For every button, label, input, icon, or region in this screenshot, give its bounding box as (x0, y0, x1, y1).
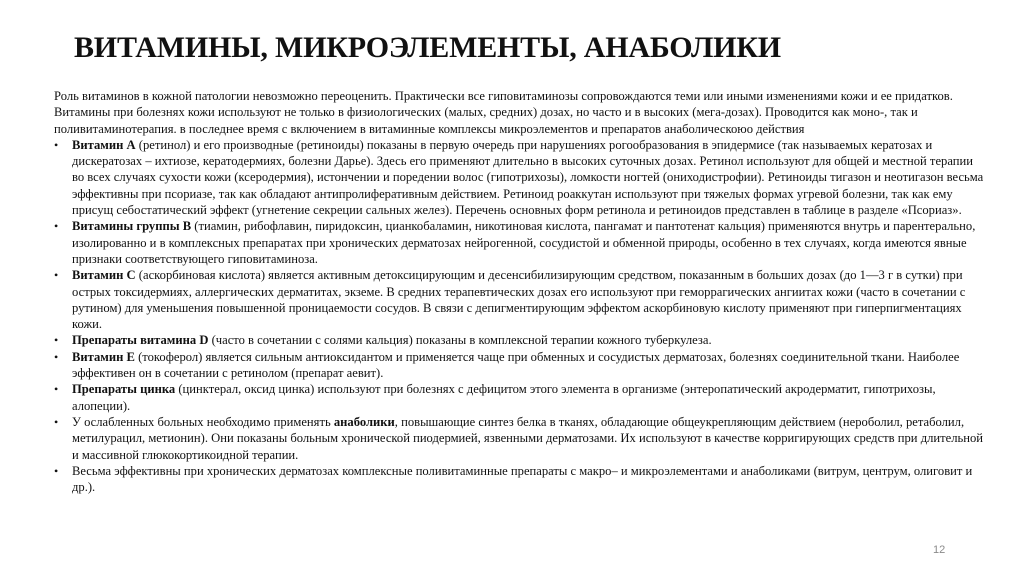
intro-paragraph: Роль витаминов в кожной патологии невозможно переоценить. Практически все гиповитаминозы сопровождаются теми или иными изменениями кожи и ее придатков. Витамины при болезнях кожи используют не только в физиологических (малых, средних) дозах, но часто и в высоких (мега-дозах). Проводится как моно-, так и поливитаминотерапия. в последнее время с включением в витаминные комплексы микроэлементов и препаратов анаболическоюо действия (54, 89, 953, 136)
bullet-bold-term: Витамин С (72, 268, 136, 283)
bullet-lead-text: У ослабленных больных необходимо применять (72, 414, 334, 429)
bullet-text: (цинктерал, оксид цинка) используют при болезнях с дефицитом этого элемента в организме (энтеропатический акродерматит, гипотрихозы, алопеции). (72, 382, 936, 413)
bullet-marker: • (54, 382, 59, 397)
bullet-text: (токоферол) является сильным антиоксидантом и применяется чаще при обменных и сосудистых дерматозах, болезнях соединительной ткани. Наиболее эффективен он в сочетании с ретинолом (препарат аевит). (72, 349, 960, 381)
bullet-text: (часто в сочетании с солями кальция) показаны в комплексной терапии кожного туберкулеза. (208, 333, 712, 348)
list-item (54, 137, 984, 218)
bullet-marker: • (54, 463, 59, 478)
list-item (54, 381, 984, 414)
slide-body (54, 88, 984, 495)
list-item (54, 463, 984, 496)
bullet-text: (ретинол) и его производные (ретиноиды) показаны в первую очередь при нарушениях рогообразования в эпидермисе (так называемых кератозах и дискератозах – ихтиозе, кератодермиях, болезни Дарье). Здесь его применяют длительно в высоких суточных дозах. Ретинол используют для общей и местной терапии во всех случаях сухости кожи (ксеродермия), истончении и поредении волос (гипотрихозы), ломкости ногтей (ониходистрофии). Ретиноиды тигазон и неотигазон весьма эффективны при псориазе, так как обладают антипролиферативным действием. Ретиноид роаккутан используют при тяжелых формах угревой болезни, так как ему присущ себостатический эффект (угнетение секреции сальных желез). Перечень основных форм ретинола и ретиноидов представлен в таблице в разделе «Псориаз». (72, 137, 984, 218)
bullet-lead-text: Весьма эффективны при хронических дерматозах комплексные поливитаминные препараты с макро– и микроэлементами и анаболиками (витрум, центрум, олиговит и др.). (72, 463, 973, 495)
bullet-marker: • (54, 414, 59, 429)
bullet-bold-term: Витамин Е (72, 349, 135, 364)
list-item (54, 267, 984, 332)
bullet-bold-term: Витамины группы В (72, 219, 192, 234)
page-number: 12 (933, 544, 946, 556)
bullet-bold-term: анаболики (333, 414, 395, 429)
bullet-bold-term: Препараты витамина D (72, 333, 209, 348)
list-item (54, 218, 984, 267)
bullet-bold-term: Препараты цинка (72, 382, 176, 397)
bullet-marker: • (54, 137, 59, 152)
list-item (54, 414, 984, 463)
bullet-bold-term: Витамин А (72, 137, 136, 152)
bullet-marker: • (54, 219, 59, 234)
bullet-list (54, 137, 984, 496)
bullet-marker: • (54, 268, 59, 283)
bullet-marker: • (54, 349, 59, 364)
slide-title: ВИТАМИНЫ, МИКРОЭЛЕМЕНТЫ, АНАБОЛИКИ (74, 31, 781, 64)
list-item (54, 349, 984, 382)
bullet-text: , повышающие синтез белка в тканях, обладающие общеукрепляющим действием (нероболил, ретаболил, метилурацил, метионин). Они показаны больным хронической пиодермией, язвенными дерматозами. Их используют в качестве корригирующих средств при длительной и массивной глюкокортикоидной терапии. (72, 414, 984, 462)
bullet-text: (аскорбиновая кислота) является активным детоксицирующим и десенсибилизирующим средством, показанным в больших дозах (до 1—3 г в сутки) при острых токсидермиях, аллергических дерматитах, экземе. В средних терапевтических дозах его используют при геморрагических ангиитах кожи (часто в сочетании с рутином) для уменьшения повышенной проницаемости сосудов. В связи с депигментирующим эффектом аскорбиновую кислоту применяют при гиперпигментациях кожи. (72, 268, 966, 332)
list-item (54, 332, 984, 348)
bullet-marker: • (54, 333, 59, 348)
bullet-text: (тиамин, рибофлавин, пиридоксин, цианкобаламин, никотиновая кислота, пангамат и пантотенат кальция) применяются внутрь и парентерально, изолированно и в комплексных препаратах при хронических дерматозах нейрогенной, сосудистой и обменной природы, особенно в тех случаях, когда имеются явные признаки соответствующего гиповитаминоза. (72, 219, 976, 266)
